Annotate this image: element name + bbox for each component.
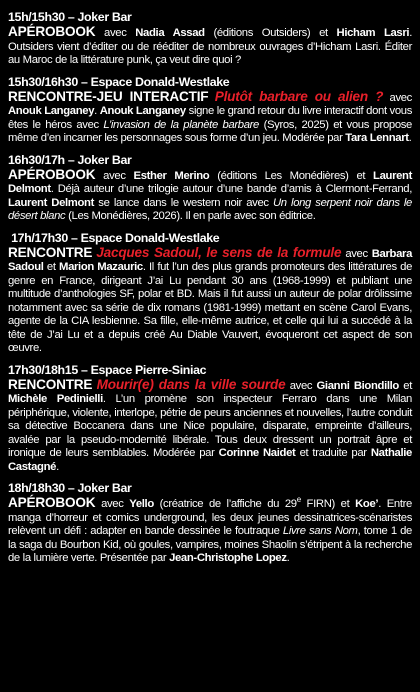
guest-name: Barbara Sadoul: [8, 247, 412, 273]
event-rencontre-sadoul: [8, 231, 412, 356]
guest-name: Laurent Delmont: [8, 196, 95, 209]
text: et traduite par: [295, 447, 371, 459]
text: avec: [341, 247, 372, 260]
guest-name: Nadia Assad: [135, 27, 205, 39]
text: et: [43, 261, 60, 273]
guest-name: Michèle Pedinielli: [8, 393, 103, 405]
text: se lance dans le western noir avec: [94, 196, 273, 209]
book-title: Un long serpent noir dans le désert blanc: [8, 196, 412, 222]
event-time: 16h30/17h – Joker Bar: [8, 152, 132, 167]
event-type: RENCONTRE: [8, 244, 93, 260]
event-apero-1: [8, 10, 412, 68]
guest-name: Anouk Langaney: [99, 105, 186, 117]
text: avec: [383, 91, 412, 104]
text: .: [56, 460, 59, 473]
event-description: [8, 168, 412, 224]
event-type: APÉROBOOK: [8, 166, 96, 182]
event-time: 15h30/16h30 – Espace Donald-Westlake: [8, 74, 230, 89]
ordinal-suffix: e: [296, 495, 301, 505]
text: avec: [285, 379, 317, 392]
event-time: 15h/15h30 – Joker Bar: [8, 10, 132, 24]
text: . Déjà auteur d’une trilogie autour d’une bande d’amis à Clermont-Ferrand,: [50, 183, 412, 195]
event-title: Plutôt barbare ou alien ?: [214, 88, 384, 104]
event-type: RENCONTRE: [8, 376, 93, 392]
text: .: [408, 132, 412, 144]
presenter-name: Jean-Christophe Lopez: [169, 552, 287, 564]
event-time: 18h/18h30 – Joker Bar: [8, 481, 132, 495]
text: .: [286, 552, 290, 564]
guest-name: Hicham Lasri: [336, 27, 410, 39]
guest-name: Laurent Delmont: [8, 169, 413, 195]
event-type: APÉROBOOK: [8, 495, 96, 510]
guest-name: Marion Mazauric: [59, 261, 143, 273]
text: .: [94, 105, 100, 117]
text: et: [398, 379, 412, 392]
text: (éditions Outsiders) et: [204, 27, 337, 39]
text: , tome 1 de la saga du Bourbon Kid, où goules, vampires, moines Shaolin s’étripent à la recherche de la lumière verte. Présentée par: [8, 525, 412, 564]
event-title: Mourir(e) dans la ville sourde: [96, 376, 286, 392]
text: (éditions Les Monédières) et: [209, 169, 374, 182]
guest-name: Yello: [129, 498, 154, 510]
moderator-name: Tara Lennart: [345, 132, 409, 144]
book-title: L’invasion de la planète barbare: [103, 118, 259, 131]
event-type: RENCONTRE-JEU INTERACTIF: [8, 88, 209, 104]
text: avec: [95, 169, 134, 182]
event-description: [8, 496, 412, 566]
text: . L’un promène son inspecteur Ferraro dans une Milan périphérique, violente, interlope, pétrie de peurs anciennes et nouvelles, l’autre conduit sa détective Boccanera dans une Nice populaire, disparate, empreinte d’ailleurs, avalée par la pseudo-modernité libérale. Tous deux dressent un portrait âpre et ironique de leurs semblables. Modérée par: [8, 393, 412, 459]
guest-name: Koe’: [355, 498, 379, 510]
event-time: 17h/17h30 – Espace Donald-Westlake: [8, 230, 220, 245]
text: (créatrice de l’affiche du 29: [153, 498, 297, 510]
text: avec: [95, 498, 130, 510]
guest-name: Esther Merino: [133, 169, 210, 182]
text: (Les Monédières, 2026). Il en parle avec son éditrice.: [65, 210, 316, 222]
event-apero-3: [8, 481, 412, 566]
text: signe le grand retour du livre interactif dont vous êtes le héros avec: [8, 105, 412, 131]
event-rencontre-ville-sourde: [8, 363, 412, 475]
guest-name: Gianni Biondillo: [316, 379, 399, 392]
event-title: Jacques Sadoul, le sens de la formule: [96, 244, 342, 260]
event-description: [8, 378, 412, 475]
event-type: APÉROBOOK: [8, 24, 96, 39]
text: (Syros, 2025) et vous propose même d’en incarner les personnages sous forme d’un jeu. Modérée par: [8, 118, 412, 144]
guest-name: Anouk Langaney: [8, 105, 95, 117]
translator-name: Nathalie Castagné: [8, 447, 412, 473]
event-time: 17h30/18h15 – Espace Pierre-Siniac: [8, 362, 207, 377]
book-title: Livre sans Nom: [282, 525, 358, 537]
event-rencontre-jeu: [8, 75, 412, 146]
text: FIRN) et: [300, 498, 356, 510]
event-description: [8, 246, 412, 356]
event-description: [8, 25, 412, 68]
text: . Outsiders vient d’éditer ou de rééditer de nombreux ouvrages d’Hicham Lasri. Éditer au Maroc de la littérature punk, ça veut dire quoi ?: [8, 27, 412, 66]
moderator-name: Corinne Naidet: [218, 447, 296, 459]
event-description: [8, 90, 412, 146]
text: . Il fut l’un des plus grands promoteurs des littératures de genre en France, dirigeant J’ai Lu pendant 30 ans (1968-1999) et publiant une multitude d’anthologies SF, polar et BD. Mais il fut aussi un auteur de polar drôlissime notamment avec sa série de dix romans (1981-1999) mettant en scène Carol Evans, agente de la CIA lesbienne. Sa fille, elle-même autrice, et celle qui lui a succédé à la tête de J’ai Lu et a depuis créé Au Diable Vauvert, évoqueront cet aspect de son œuvre.: [8, 261, 413, 354]
event-apero-2: [8, 153, 412, 224]
text: . Entre manga d’horreur et comics underground, les deux jeunes dessinatrices-scénaristes relèvent un défi : adapter en bande dessinée le foutraque: [8, 498, 412, 537]
text: avec: [95, 27, 136, 39]
